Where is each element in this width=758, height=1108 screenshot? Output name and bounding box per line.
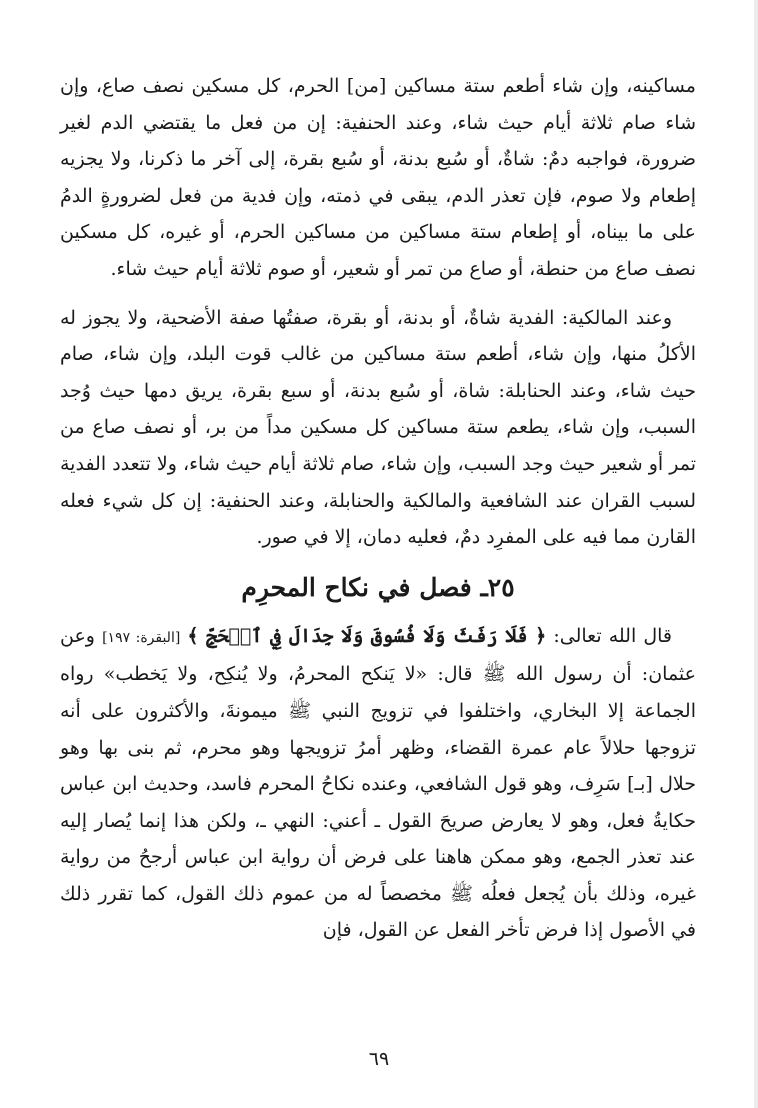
- page-body: [60, 68, 696, 949]
- paragraph-2: وعند المالكية: الفدية شاةٌ، أو بدنة، أو بقرة، صفتُها صفة الأضحية، ولا يجوز له الأكلُ منها، وإن شاء، أطعم ستة مساكين من غالب قوت البلد، وإن شاء، صام حيث شاء، وعند الحنابلة: شاة، أو سُبع بدنة، أو سبع بقرة، يريق دمها حيث وُجد السبب، وإن شاء، يطعم ستة مساكين كل مسكين مداً من بر، أو نصف صاع من تمر أو شعير حيث وجد السبب، وإن شاء، صام ثلاثة أيام حيث شاء، ولا تتعدد الفدية لسبب القران عند الشافعية والمالكية والحنابلة، وعند الحنفية: إن كل شيء فعله القارن مما فيه على المفرِد دمٌ، فعليه دمان، إلا في صور.: [60, 306, 696, 549]
- paragraph-1: مساكينه، وإن شاء أطعم ستة مساكين [من] الحرم، كل مسكين نصف صاع، وإن شاء صام ثلاثة أيام حيث شاء، وعند الحنفية: إن من فعل ما يقتضي الدم لغير ضرورة، فواجبه دمٌ: شاةٌ، أو سُبع بدنة، أو سُبع بقرة، إلى آخر ما ذكرنا، ولا يجزيه إطعام ولا صوم، فإن تعذر الدم، يبقى في ذمته، وإن فدية من فعل لضرورةٍ الدمُ على ما بيناه، أو إطعام ستة مساكين من مساكين الحرم، أو غيره، كل مسكين نصف صاع من حنطة، أو صاع من تمر أو شعير، أو صوم ثلاثة أيام حيث شاء.: [60, 75, 696, 280]
- page-edge-shadow: [754, 0, 758, 1108]
- section-heading: ٢٥ـ فصل في نكاح المحرِم: [241, 572, 515, 602]
- quran-verse: ﴿ فَلَا رَفَثَ وَلَا فُسُوقَ وَلَا جِدَالَ فِي ٱلۡحَجِّ ﴾: [187, 624, 547, 647]
- verse-reference: [البقرة: ١٩٧]: [102, 629, 181, 646]
- paragraph-3-body: وعن عثمان: أن رسول الله ﷺ قال: «لا يَنكح المحرمُ، ولا يُنكِح، ولا يَخطب» رواه الجماعة إلا البخاري، واختلفوا في تزويج النبي ﷺ ميمونةَ، والأكثرون على أنه تزوجها حلالاً عام عمرة القضاء، وظهر أمرُ تزويجها وهو محرم، ثم بنى بها وهو حلال [بـ] سَرِف، وهو قول الشافعي، وعنده نكاحُ المحرم فاسد، وحديث ابن عباس حكايةُ فعل، وهو لا يعارض صريحَ القول ـ أعني: النهي ـ، ولكن هذا إنما يُصار إليه عند تعذر الجمع، وهو ممكن هاهنا على فرض أن رواية ابن عباس أرجحُ من رواية غيره، وذلك بأن يُجعل فعلُه ﷺ مخصصاً له من عموم ذلك القول، كما تقرر ذلك في الأصول إذا فرض تأخر الفعل عن القول، فإن: [60, 624, 696, 942]
- paragraph-3-intro: قال الله تعالى:: [553, 624, 672, 647]
- page-number: ٦٩: [368, 1048, 390, 1070]
- paragraph-3: [60, 618, 696, 949]
